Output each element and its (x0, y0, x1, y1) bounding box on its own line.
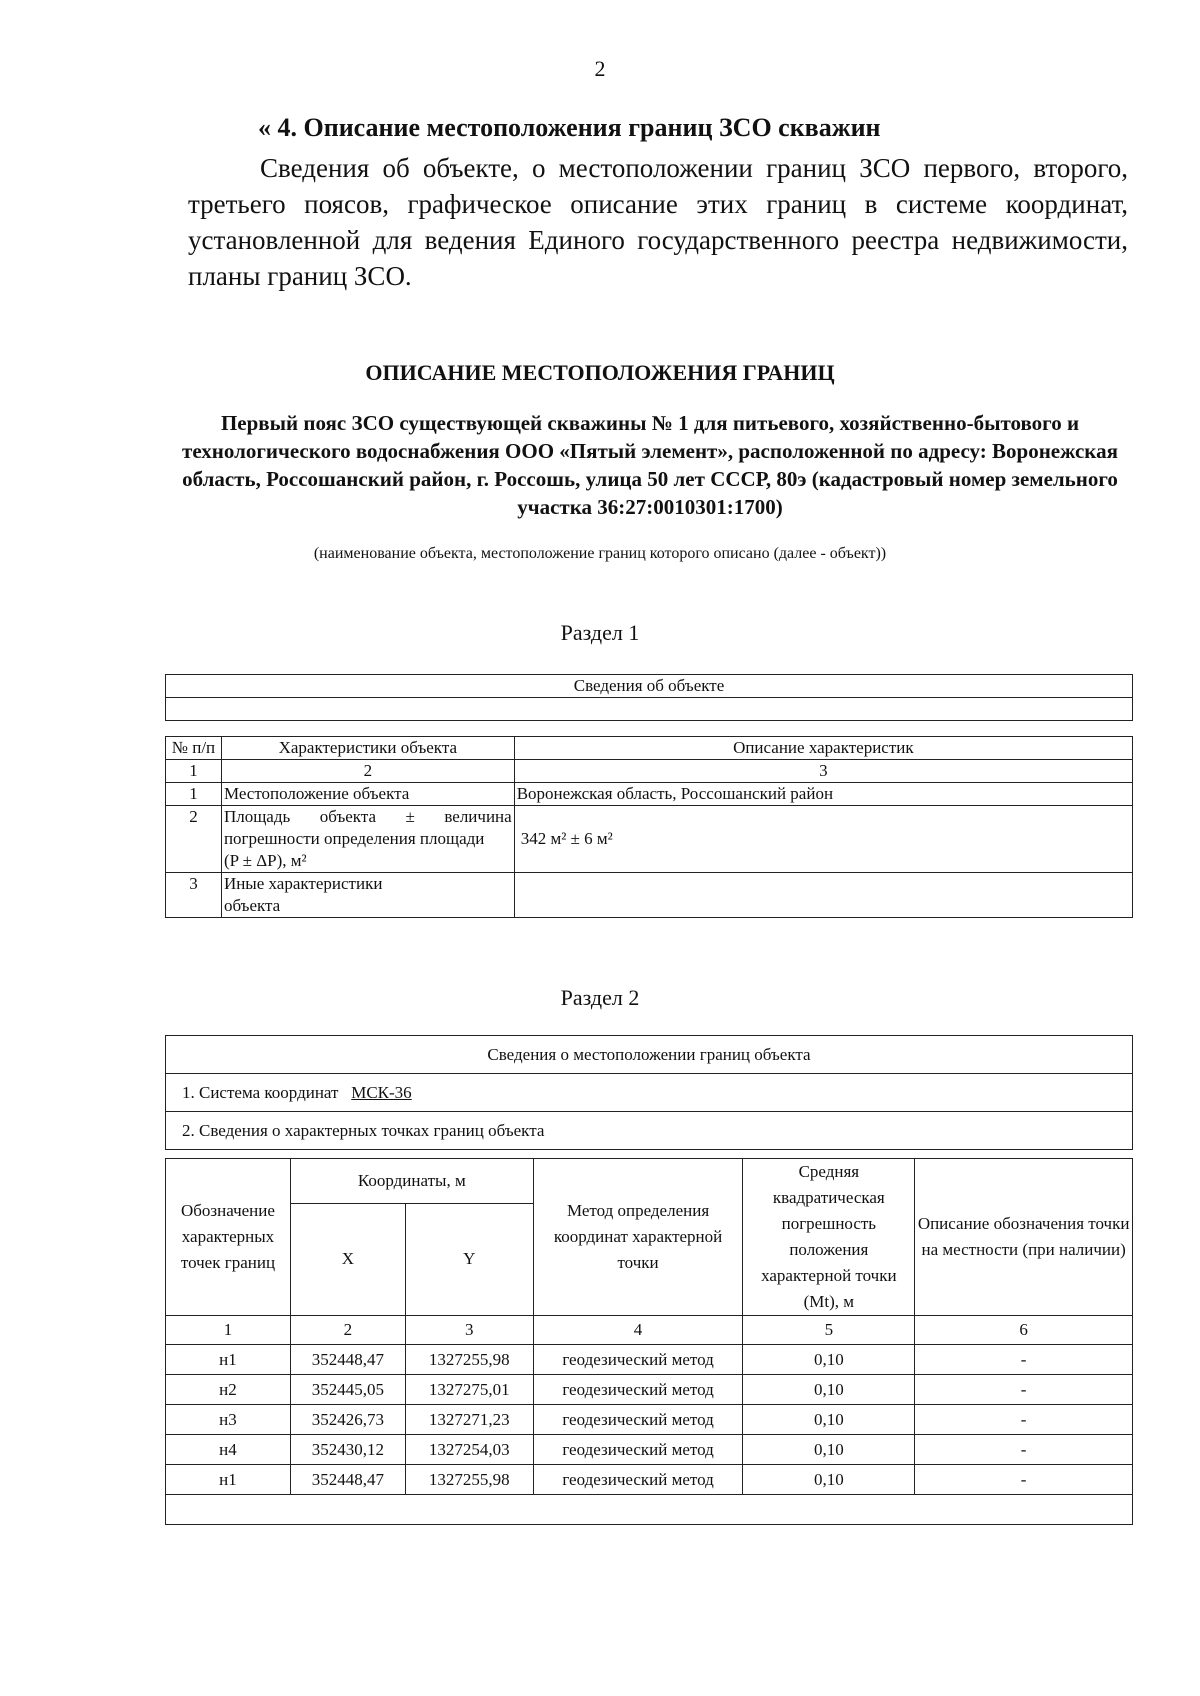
point-desc: - (915, 1465, 1133, 1495)
table-row (166, 1405, 1133, 1435)
point-method: геодезический метод (533, 1435, 743, 1465)
row-num: 2 (166, 806, 222, 873)
row-name: Местоположение объекта (221, 783, 514, 806)
points-label: 2. Сведения о характерных точках границ объекта (166, 1112, 1133, 1150)
point-desc: - (915, 1375, 1133, 1405)
point-x: 352426,73 (290, 1405, 405, 1435)
header-y: Y (405, 1203, 533, 1315)
row-name-line: погрешности определения площади (223, 829, 485, 848)
point-y: 1327271,23 (405, 1405, 533, 1435)
row-name (221, 873, 514, 918)
boundary-info-title-table (165, 1035, 1133, 1150)
header-description: Описание характеристик (514, 737, 1132, 760)
row-num: 3 (166, 873, 222, 918)
row-name-line: Площадь объекта ± величина (223, 807, 512, 826)
table-header-row (166, 737, 1133, 760)
col-number: 3 (405, 1316, 533, 1345)
table-row (166, 1435, 1133, 1465)
point-mt: 0,10 (743, 1435, 915, 1465)
row-num: 1 (166, 783, 222, 806)
column-number-row (166, 1316, 1133, 1345)
table-row (166, 806, 1133, 873)
razdel-2-title: Раздел 2 (560, 985, 640, 1010)
point-mt: 0,10 (743, 1345, 915, 1375)
empty-cell (166, 1495, 1133, 1525)
row-name (221, 806, 514, 873)
boundary-table-title: Сведения о местоположении границ объекта (166, 1036, 1133, 1074)
col-number: 2 (290, 1316, 405, 1345)
point-desc: - (915, 1345, 1133, 1375)
col-number: 1 (166, 760, 222, 783)
object-caption: (наименование объекта, местоположение границ которого описано (далее - объект)) (313, 545, 887, 562)
header-accuracy: Средняя квадратическая погрешность положения характерной точки (Mt), м (743, 1159, 915, 1316)
razdel-1-title: Раздел 1 (560, 620, 640, 645)
row-name-line: объекта (223, 896, 281, 915)
row-name-line: Иные характеристики (223, 874, 383, 893)
point-id: н3 (166, 1405, 291, 1435)
empty-row (166, 1495, 1133, 1525)
table-row (166, 1375, 1133, 1405)
point-x: 352448,47 (290, 1345, 405, 1375)
point-method: геодезический метод (533, 1405, 743, 1435)
point-mt: 0,10 (743, 1375, 915, 1405)
header-description: Описание обозначения точки на местности (при наличии) (915, 1159, 1133, 1316)
header-coords: Координаты, м (290, 1159, 533, 1204)
row-desc: Воронежская область, Россошанский район (514, 783, 1132, 806)
col-number: 4 (533, 1316, 743, 1345)
document-title: ОПИСАНИЕ МЕСТОПОЛОЖЕНИЯ ГРАНИЦ (365, 360, 835, 385)
table-header-row (166, 1159, 1133, 1204)
point-method: геодезический метод (533, 1375, 743, 1405)
point-mt: 0,10 (743, 1465, 915, 1495)
column-number-row (166, 760, 1133, 783)
header-method: Метод определения координат характерной точки (533, 1159, 743, 1316)
point-x: 352430,12 (290, 1435, 405, 1465)
point-method: геодезический метод (533, 1345, 743, 1375)
point-x: 352448,47 (290, 1465, 405, 1495)
page-number: 2 (594, 56, 606, 81)
col-number: 5 (743, 1316, 915, 1345)
object-info-empty-row (166, 698, 1133, 721)
col-number: 2 (221, 760, 514, 783)
point-x: 352445,05 (290, 1375, 405, 1405)
table-row (166, 873, 1133, 918)
row-name-line: (P ± ΔP), м² (223, 851, 307, 870)
col-number: 6 (915, 1316, 1133, 1345)
point-y: 1327255,98 (405, 1465, 533, 1495)
object-info-table (165, 736, 1133, 918)
header-characteristics: Характеристики объекта (221, 737, 514, 760)
point-y: 1327255,98 (405, 1345, 533, 1375)
point-id: н2 (166, 1375, 291, 1405)
point-desc: - (915, 1405, 1133, 1435)
point-id: н4 (166, 1435, 291, 1465)
coord-system-row (166, 1074, 1133, 1112)
point-id: н1 (166, 1465, 291, 1495)
col-number: 3 (514, 760, 1132, 783)
point-y: 1327254,03 (405, 1435, 533, 1465)
point-y: 1327275,01 (405, 1375, 533, 1405)
section-heading: « 4. Описание местоположения границ ЗСО скважин (258, 113, 881, 142)
table-row (166, 783, 1133, 806)
point-mt: 0,10 (743, 1405, 915, 1435)
row-desc: 342 м² ± 6 м² (514, 806, 1132, 873)
intro-paragraph: Сведения об объекте, о местоположении границ ЗСО первого, второго, третьего поясов, графическое описание этих границ в системе координат, установленной для ведения Единого государственного реестра недвижимости, планы границ ЗСО. (188, 153, 1128, 291)
col-number: 1 (166, 1316, 291, 1345)
coord-system-label: 1. Система координат (182, 1082, 339, 1102)
point-id: н1 (166, 1345, 291, 1375)
coord-system-value: МСК-36 (351, 1082, 412, 1102)
object-name: Первый пояс ЗСО существующей скважины № 1 для питьевого, хозяйственно-бытового и технологического водоснабжения ООО «Пятый элемент», расположенной по адресу: Воронежская область, Россошанский район, г. Россошь, улица 50 лет СССР, 80э (кадастровый номер земельного участка 36:27:0010301:1700) (182, 411, 1118, 519)
header-point-label: Обозначение характерных точек границ (166, 1159, 291, 1316)
table-row (166, 1345, 1133, 1375)
point-method: геодезический метод (533, 1465, 743, 1495)
object-info-table-title: Сведения об объекте (166, 675, 1133, 698)
header-num: № п/п (166, 737, 222, 760)
header-x: X (290, 1203, 405, 1315)
object-info-title-table (165, 674, 1133, 721)
row-desc (514, 873, 1132, 918)
boundary-points-table (165, 1158, 1133, 1525)
table-row (166, 1465, 1133, 1495)
point-desc: - (915, 1435, 1133, 1465)
